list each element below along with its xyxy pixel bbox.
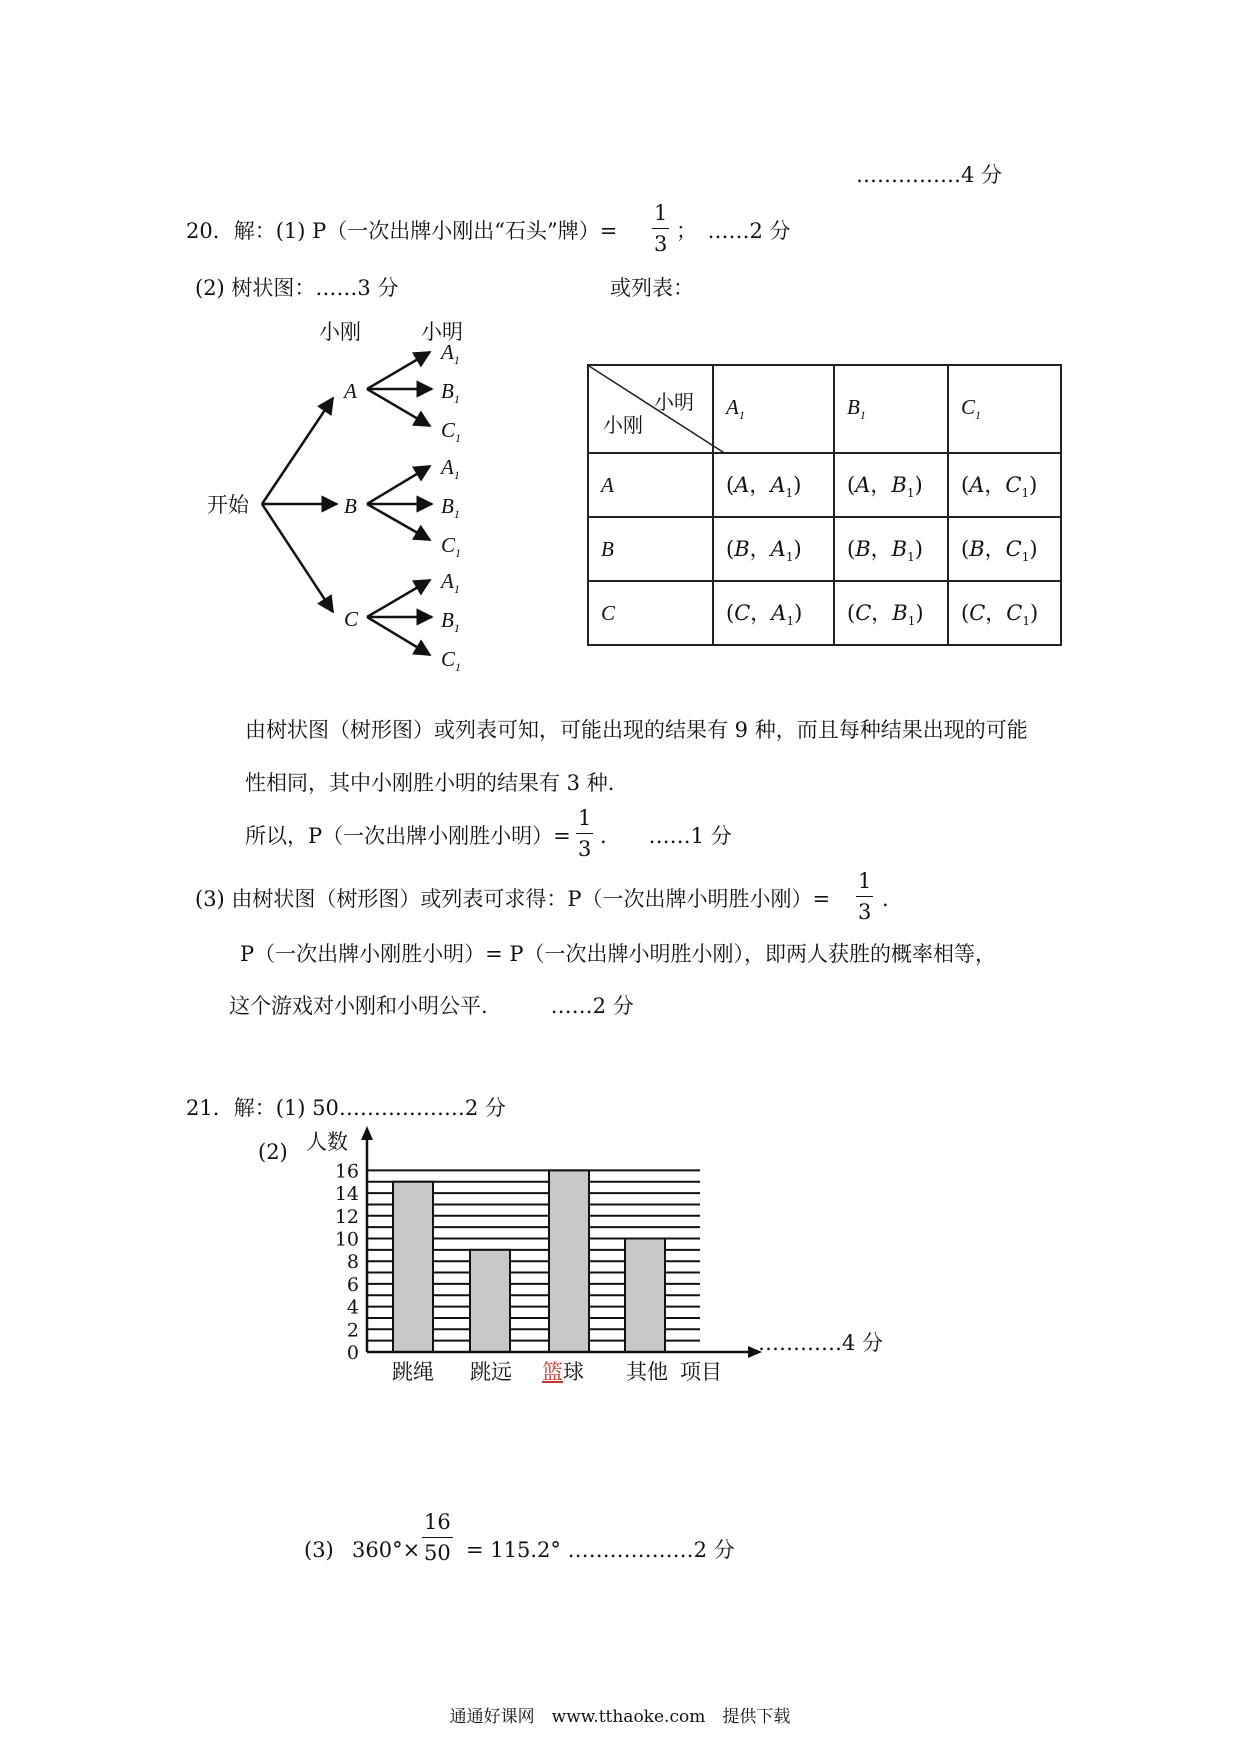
chart-ytick-label: 12	[334, 1205, 359, 1228]
chart-ytick-label: 14	[334, 1183, 359, 1206]
tree-node-l2: $A_1$	[441, 340, 460, 368]
chart-ylabel: 人数	[306, 1130, 348, 1154]
table-cell: (A，$B_1$)	[834, 453, 948, 517]
table-cell: (B，$A_1$)	[713, 517, 834, 581]
chart-ytick-label: 4	[346, 1296, 359, 1319]
q20-line1: 20．解：(1) P（一次出牌小刚出“石头”牌）=	[186, 219, 618, 243]
q20-para3: 所以，P（一次出牌小刚胜小明）=	[245, 824, 571, 848]
chart-bar	[470, 1250, 510, 1352]
q20-p3-line3: 这个游戏对小刚和小明公平. ……2 分	[229, 994, 634, 1018]
q21-line1: 21．解：(1) 50………………2 分	[186, 1096, 506, 1120]
fraction-denominator: 3	[858, 900, 872, 924]
table-cell: (B，$B_1$)	[834, 517, 948, 581]
fraction-numerator: 16	[422, 1512, 453, 1538]
chart-bar	[549, 1170, 589, 1352]
tree-node-l2: $A_1$	[441, 569, 460, 597]
fraction-numerator: 1	[652, 203, 669, 229]
tree-head-xiaogang: 小刚	[319, 320, 361, 344]
table-row-header: C	[588, 581, 713, 645]
q20-para3-score: . ……1 分	[600, 824, 732, 848]
table-cell: (C，$A_1$)	[713, 581, 834, 645]
q20-p3-period: .	[882, 887, 889, 911]
q20-p3-line1: (3) 由树状图（树形图）或列表可求得：P（一次出牌小明胜小刚）=	[195, 887, 831, 911]
tree-node-l2: $B_1$	[441, 379, 460, 407]
chart-category-label: 跳远	[470, 1360, 512, 1384]
chart-ytick-label: 6	[346, 1273, 359, 1296]
table-row-header: A	[588, 453, 713, 517]
page-footer: 通通好课网 www.tthaoke.com 提供下载	[449, 1707, 791, 1727]
tree-node-l2: $B_1$	[441, 494, 460, 522]
chart-ytick-label: 2	[346, 1319, 359, 1342]
chart-y-arrow	[361, 1126, 373, 1140]
chart-ytick-label: 0	[346, 1342, 359, 1364]
tree-node-l1: A	[344, 379, 357, 403]
table-corner-bottom: 小刚	[603, 413, 643, 437]
table-cell: (A，$C_1$)	[948, 453, 1061, 517]
q20-tree-label: (2) 树状图：……3 分	[195, 276, 399, 300]
tree-node-l2: $C_1$	[441, 418, 462, 446]
tree-start: 开始	[207, 493, 249, 517]
top-score: ……………4 分	[856, 163, 1003, 187]
table-col-header: $A_1$	[713, 365, 834, 453]
q20-table-label: 或列表：	[610, 276, 694, 300]
fraction-denominator: 3	[654, 232, 668, 256]
tree-node-l2: $A_1$	[441, 455, 460, 483]
fraction-denominator: 50	[424, 1541, 451, 1565]
chart-ytick-label: 8	[346, 1251, 359, 1274]
chart-ytick-label: 16	[334, 1160, 359, 1183]
tree-node-l2: $C_1$	[441, 533, 462, 561]
tree-node-l2: $C_1$	[441, 647, 462, 675]
q20-para1: 由树状图（树形图）或列表可知，可能出现的结果有 9 种，而且每种结果出现的可能	[245, 718, 1028, 742]
fraction-denominator: 3	[578, 837, 592, 861]
tree-node-l1: C	[344, 607, 359, 631]
fraction-numerator: 1	[856, 871, 873, 897]
q20-para2: 性相同，其中小刚胜小明的结果有 3 种.	[245, 771, 615, 795]
q21-p3-label: (3)	[304, 1538, 334, 1562]
chart-ytick-label: 10	[334, 1228, 359, 1251]
table-corner-top: 小明	[654, 390, 694, 414]
q21-chart-score: …………4 分	[758, 1331, 884, 1355]
chart-bar	[393, 1182, 433, 1352]
chart-category-label: 跳绳	[392, 1360, 434, 1384]
chart-category-label: 篮球	[542, 1360, 584, 1384]
tree-node-l1: B	[344, 494, 357, 518]
chart-category-label: 其他	[626, 1360, 668, 1384]
table-row-header: B	[588, 517, 713, 581]
q20-line1-score: ； ……2 分	[676, 219, 791, 243]
q20-p3-line2: P（一次出牌小刚胜小明）= P（一次出牌小明胜小刚），即两人获胜的概率相等，	[240, 942, 997, 966]
chart-bar	[625, 1239, 665, 1353]
q21-p3-expr-prefix: 360°×	[352, 1538, 421, 1562]
tree-node-l2: $B_1$	[441, 608, 460, 636]
table-cell: (C，$C_1$)	[948, 581, 1061, 645]
table-col-header: $B_1$	[834, 365, 948, 453]
q21-p2-label: (2)	[258, 1140, 288, 1164]
table-col-header: $C_1$	[948, 365, 1061, 453]
fraction-numerator: 1	[576, 808, 593, 834]
tree-head-xiaoming: 小明	[421, 320, 463, 344]
table-cell: (C，$B_1$)	[834, 581, 948, 645]
chart-xlabel: 项目	[680, 1360, 722, 1384]
table-cell: (B，$C_1$)	[948, 517, 1061, 581]
q21-p3-expr-suffix: = 115.2° ………………2 分	[466, 1538, 735, 1562]
q21-p3-fraction	[422, 1512, 453, 1564]
table-cell: (A，$A_1$)	[713, 453, 834, 517]
